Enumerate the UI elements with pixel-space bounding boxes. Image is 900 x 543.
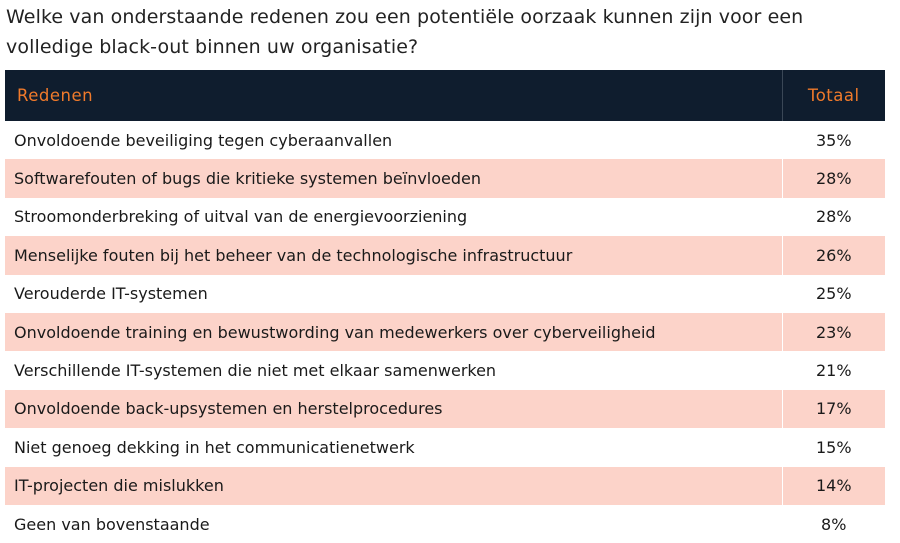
total-cell: 28%	[782, 159, 885, 197]
table-row	[5, 313, 885, 351]
table-row	[5, 275, 885, 313]
reason-cell: IT-projecten die mislukken	[14, 476, 224, 496]
reason-cell: Stroomonderbreking of uitval van de energievoorziening	[14, 207, 468, 227]
column-header-reasons: Redenen	[17, 86, 94, 105]
table-row	[5, 390, 885, 428]
table-row	[5, 428, 885, 466]
reason-cell: Verouderde IT-systemen	[14, 284, 208, 304]
question-title: Welke van onderstaande redenen zou een potentiële oorzaak kunnen zijn voor een volledige black-out binnen uw organisatie?	[6, 6, 804, 58]
table-body	[5, 121, 885, 543]
total-cell: 26%	[782, 236, 885, 274]
total-cell: 17%	[782, 390, 885, 428]
total-cell: 35%	[782, 121, 885, 159]
table-row	[5, 159, 885, 197]
total-cell: 8%	[782, 505, 885, 543]
total-cell: 28%	[782, 198, 885, 236]
total-cell: 25%	[782, 275, 885, 313]
column-header-total: Totaal	[782, 70, 885, 121]
table-header-row	[5, 70, 885, 121]
total-cell: 23%	[782, 313, 885, 351]
reason-cell: Geen van bovenstaande	[14, 514, 210, 534]
reason-cell: Onvoldoende training en bewustwording van medewerkers over cyberveiligheid	[14, 322, 656, 342]
reason-cell: Onvoldoende back-upsystemen en herstelprocedures	[14, 399, 443, 419]
table-row	[5, 198, 885, 236]
total-cell: 15%	[782, 428, 885, 466]
table-row	[5, 351, 885, 389]
table-row	[5, 121, 885, 159]
reason-cell: Onvoldoende beveiliging tegen cyberaanvallen	[14, 130, 393, 150]
table-row	[5, 467, 885, 505]
reason-cell: Niet genoeg dekking in het communicatienetwerk	[14, 437, 415, 457]
table-row	[5, 236, 885, 274]
table-row	[5, 505, 885, 543]
reason-cell: Verschillende IT-systemen die niet met elkaar samenwerken	[14, 361, 497, 381]
reason-cell: Menselijke fouten bij het beheer van de technologische infrastructuur	[14, 245, 573, 265]
total-cell: 21%	[782, 351, 885, 389]
total-cell: 14%	[782, 467, 885, 505]
reason-cell: Softwarefouten of bugs die kritieke systemen beïnvloeden	[14, 169, 482, 189]
results-table	[5, 70, 885, 543]
